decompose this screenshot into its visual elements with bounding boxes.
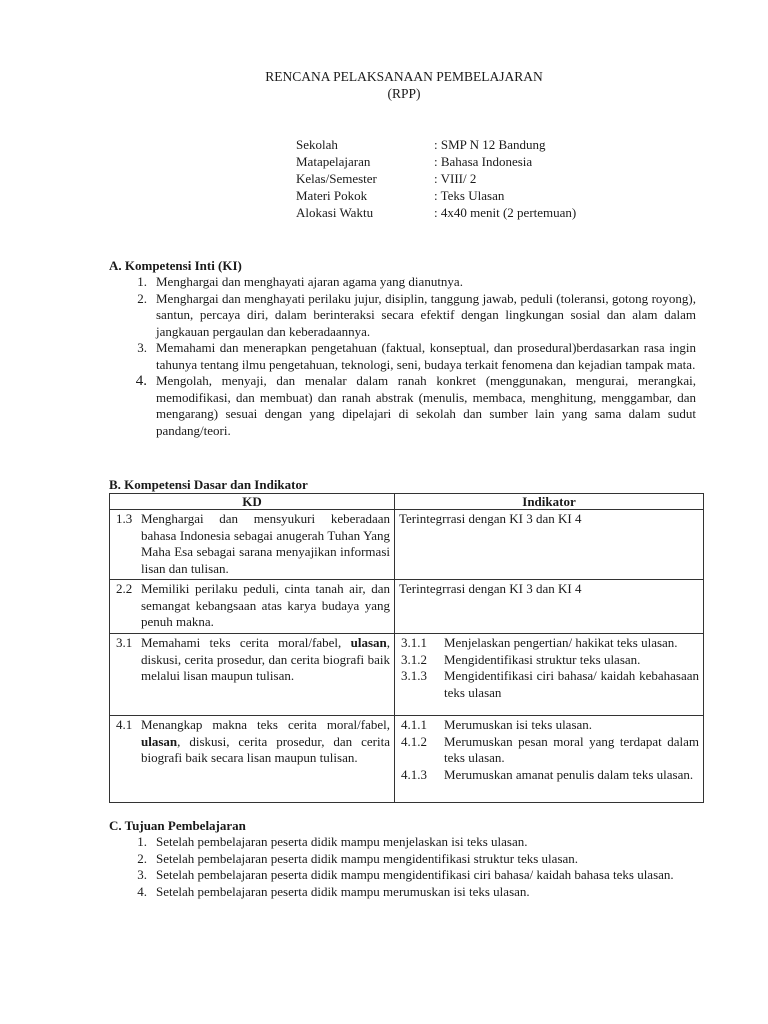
- list-item: [109, 834, 696, 851]
- core-competence-list: [109, 274, 696, 439]
- indicator-text: Mengidentifikasi ciri bahasa/ kaidah kebahasaan teks ulasan: [444, 668, 699, 700]
- indicator-number: 4.1.1: [401, 717, 427, 732]
- list-item: [109, 867, 696, 884]
- info-value: : 4x40 menit (2 pertemuan): [434, 205, 577, 220]
- list-text: Setelah pembelajaran peserta didik mampu merumuskan isi teks ulasan.: [156, 883, 530, 899]
- identity-block: [296, 137, 576, 222]
- kd-cell: [110, 510, 395, 580]
- indicator-text: Terintegrrasi dengan KI 3 dan KI 4: [399, 581, 582, 596]
- info-label: Materi Pokok: [296, 188, 368, 203]
- document-subtitle: (RPP): [387, 86, 421, 101]
- kd-cell: [110, 580, 395, 634]
- indicator-item: [399, 717, 699, 734]
- indicator-item: [399, 734, 699, 767]
- list-text: Menghargai dan menghayati ajaran agama yang dianutnya.: [156, 274, 463, 289]
- info-row-time: [296, 205, 576, 222]
- indicator-number: 3.1.2: [401, 651, 427, 667]
- list-item: [109, 340, 696, 373]
- info-value: : VIII/ 2: [434, 171, 477, 186]
- competence-table: [109, 493, 704, 803]
- indicator-cell: [395, 580, 704, 634]
- indicator-item: [399, 635, 699, 652]
- info-row-school: [296, 137, 576, 154]
- document-title: RENCANA PELAKSANAAN PEMBELAJARAN: [265, 69, 543, 84]
- info-value: : Bahasa Indonesia: [434, 154, 533, 169]
- indicator-cell: [395, 716, 704, 803]
- kd-text: Memahami teks cerita moral/fabel, ulasan, diskusi, cerita prosedur, dan cerita biografi baik melalui lisan maupun tulisan.: [141, 635, 390, 683]
- kd-number: 3.1: [116, 635, 133, 650]
- indicator-item: [399, 767, 699, 784]
- list-text: Setelah pembelajaran peserta didik mampu mengidentifikasi struktur teks ulasan.: [156, 850, 579, 866]
- info-label: Sekolah: [296, 137, 338, 152]
- list-item: [109, 291, 696, 341]
- indicator-text: Merumuskan isi teks ulasan.: [444, 717, 593, 732]
- list-item: [109, 851, 696, 868]
- indicator-cell: [395, 510, 704, 580]
- list-number: 3.: [137, 867, 147, 882]
- section-c-heading: C. Tujuan Pembelajaran: [109, 818, 246, 833]
- list-item: [109, 884, 696, 901]
- section-b-heading: B. Kompetensi Dasar dan Indikator: [109, 477, 308, 492]
- list-number: 1.: [137, 274, 147, 289]
- list-text: Memahami dan menerapkan pengetahuan (faktual, konseptual, dan prosedural)berdasarkan rasa ingin tahunya tentang ilmu pengetahuan, teknologi, seni, budaya terkait fenomena dan kejadian tampak mata.: [156, 340, 696, 372]
- info-label: Alokasi Waktu: [296, 205, 374, 220]
- kd-number: 1.3: [116, 511, 133, 526]
- indicator-number: 4.1.3: [401, 766, 427, 782]
- list-item: [109, 373, 696, 439]
- list-number: 1.: [137, 834, 147, 849]
- kd-cell: [110, 634, 395, 716]
- section-a-heading: A. Kompetensi Inti (KI): [109, 258, 242, 273]
- kd-text: Memiliki perilaku peduli, cinta tanah air, dan semangat kebangsaan atas karya budaya yang penuh makna.: [141, 581, 390, 629]
- info-row-class: [296, 171, 576, 188]
- table-row: [110, 580, 704, 634]
- table-row: [110, 716, 704, 803]
- list-text: Mengolah, menyaji, dan menalar dalam ranah konkret (menggunakan, mengurai, merangkai, memodifikasi, dan membuat) dan ranah abstrak (menulis, membaca, menghitung, menggambar, dan mengarang) sesuai dengan yang dipelajari di sekolah dan sumber lain yang sama dalam sudut pandang/teori.: [156, 373, 696, 438]
- indicator-text: Terintegrrasi dengan KI 3 dan KI 4: [399, 511, 582, 526]
- indicator-number: 3.1.3: [401, 668, 427, 683]
- info-value: : SMP N 12 Bandung: [434, 137, 546, 152]
- list-number: 4.: [135, 373, 147, 389]
- info-row-subject: [296, 154, 576, 171]
- info-row-material: [296, 188, 576, 205]
- indicator-text: Menjelaskan pengertian/ hakikat teks ulasan.: [444, 635, 678, 650]
- column-header-indicator: Indikator: [395, 494, 704, 510]
- indicator-text: Mengidentifikasi struktur teks ulasan.: [444, 651, 641, 667]
- list-number: 4.: [137, 883, 147, 899]
- column-header-kd: KD: [110, 494, 395, 510]
- indicator-text: Merumuskan pesan moral yang terdapat dalam teks ulasan.: [444, 733, 699, 765]
- kd-text: Menangkap makna teks cerita moral/fabel, ulasan, diskusi, cerita prosedur, dan cerita biografi baik secara lisan maupun tulisan.: [141, 717, 390, 765]
- info-label: Kelas/Semester: [296, 171, 377, 186]
- kd-cell: [110, 716, 395, 803]
- indicator-item: [399, 668, 699, 701]
- list-number: 3.: [137, 340, 147, 355]
- list-text: Setelah pembelajaran peserta didik mampu mengidentifikasi ciri bahasa/ kaidah bahasa teks ulasan.: [156, 867, 674, 882]
- indicator-item: [399, 652, 699, 669]
- table-header-row: [110, 494, 704, 510]
- kd-number: 2.2: [116, 581, 133, 596]
- indicator-cell: [395, 634, 704, 716]
- kd-number: 4.1: [116, 717, 133, 732]
- kd-text: Menghargai dan mensyukuri keberadaan bahasa Indonesia sebagai anugerah Tuhan Yang Maha Esa sebagai sarana menyajikan informasi lisan dan tulisan.: [141, 511, 390, 576]
- info-value: : Teks Ulasan: [434, 188, 505, 203]
- table-row: [110, 634, 704, 716]
- list-text: Menghargai dan menghayati perilaku jujur, disiplin, tanggung jawab, peduli (toleransi, gotong royong), santun, percaya diri, dalam berinteraksi secara efektif dengan lingkungan sosial dan alam dalam jangkauan pergaulan dan keberadaannya.: [156, 290, 696, 339]
- indicator-number: 4.1.2: [401, 733, 427, 749]
- info-label: Matapelajaran: [296, 154, 371, 169]
- list-number: 2.: [137, 290, 147, 306]
- indicator-text: Merumuskan amanat penulis dalam teks ulasan.: [444, 766, 694, 782]
- indicator-number: 3.1.1: [401, 635, 427, 650]
- list-text: Setelah pembelajaran peserta didik mampu menjelaskan isi teks ulasan.: [156, 834, 528, 849]
- table-row: [110, 510, 704, 580]
- list-number: 2.: [137, 850, 147, 866]
- learning-objectives-list: [109, 834, 696, 900]
- list-item: [109, 274, 696, 291]
